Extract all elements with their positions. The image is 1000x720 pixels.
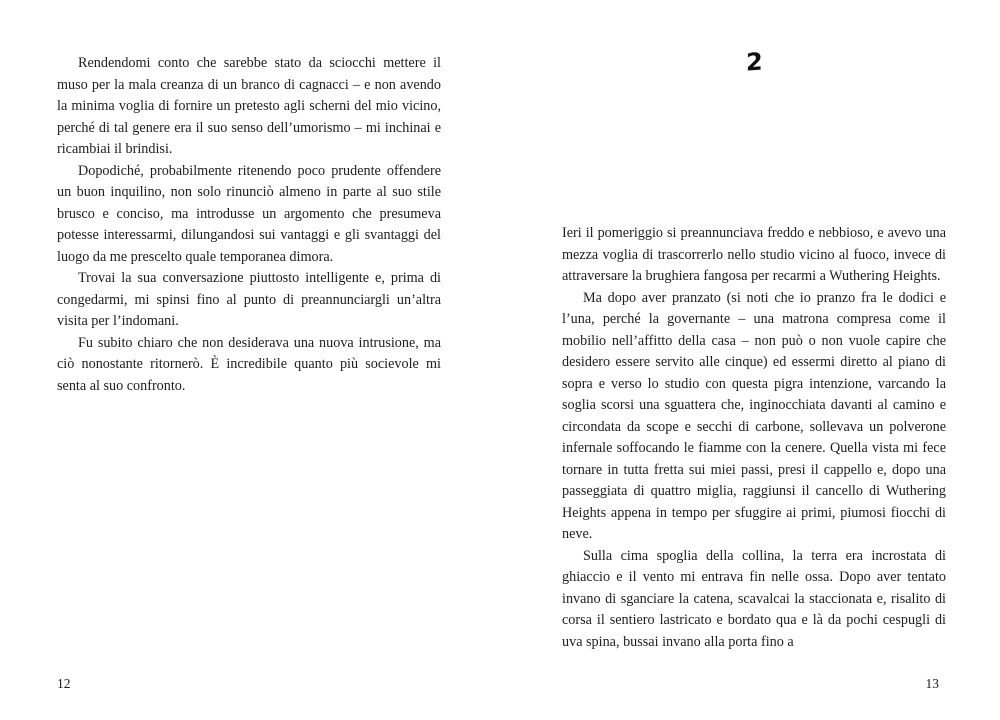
paragraph: Fu subito chiaro che non desiderava una nuova intrusione, ma ciò nonostante ritornerò. È incredibile quanto più socievole mi senta al suo confronto.: [57, 334, 441, 394]
right-page: [562, 48, 946, 653]
paragraph: Rendendomi conto che sarebbe stato da sciocchi mettere il muso per la mala creanza di un branco di cagnacci – e non avendo la minima voglia di fornire un pretesto agli scherni del mio vicino, perché di tal genere era il suo senso dell’umorismo – mi inchinai e ricambiai il brindisi.: [57, 55, 441, 157]
paragraph: Ieri il pomeriggio si preannunciava freddo e nebbioso, e avevo una mezza voglia di trascorrerlo nello studio vicino al fuoco, invece di attraversare la brughiera fangosa per recarmi a Wuthering Heights.: [562, 225, 946, 284]
paragraph: Ma dopo aver pranzato (si noti che io pranzo fra le dodici e l’una, perché la governante – una matrona compresa come il mobilio nell’affitto della casa – non può o non vuole capire che desidero essere servito alle cinque) ed essermi diretto al piano di sopra e verso lo studio con questa pigra intenzione, varcando la soglia scorsi una sguattera che, inginocchiata davanti al camino e circondata da scope e secchi di carbone, sollevava un polverone infernale soffocando le fiamme con la cenere. Quella vista mi fece tornare in tutta fretta sui miei passi, presi il cappello e, dopo una passeggiata di quattro miglia, raggiunsi il cancello di Wuthering Heights appena in tempo per sfuggire ai primi, piumosi fiocchi di neve.: [562, 289, 946, 542]
page-number-left: 12: [57, 676, 71, 691]
page-number-right: 13: [925, 676, 939, 691]
paragraph: Dopodiché, probabilmente ritenendo poco prudente offendere un buon inquilino, non solo rinunciò almeno in parte al suo stile brusco e conciso, ma introdusse un argomento che presumeva potesse interessarmi, dilungandosi sui vantaggi e gli svantaggi del luogo da me prescelto quale temporanea dimora.: [57, 162, 441, 265]
paragraph: Sulla cima spoglia della collina, la terra era incrostata di ghiaccio e il vento mi entrava fin nelle ossa. Dopo aver tentato invano di sganciare la catena, scavalcai la staccionata e, risalito di corsa il sentiero lastricato e bordato qua e là da pochi cespugli di uva spina, bussai invano alla porta fino a: [562, 547, 946, 650]
chapter-number: 2: [745, 47, 763, 77]
left-page: [57, 53, 441, 397]
chapter-heading: [562, 48, 946, 76]
paragraph: Trovai la sua conversazione piuttosto intelligente e, prima di congedarmi, mi spinsi fino al punto di preannunciargli un’altra visita per l’indomani.: [57, 270, 441, 329]
